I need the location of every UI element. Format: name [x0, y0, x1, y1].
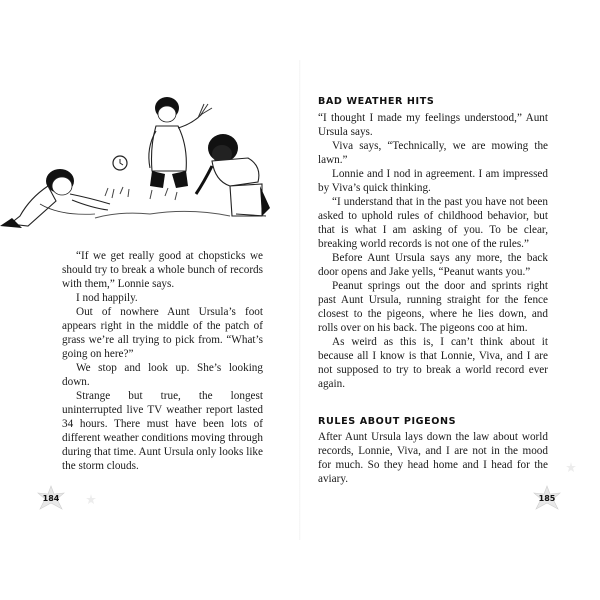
paragraph: Strange but true, the longest uninterrupted live TV weather report lasted 34 hours. There must have been lots of different weather conditions moving through during that time. Aunt Ursula only looks like the storm clouds. [62, 390, 263, 472]
star-icon [86, 494, 96, 504]
page-number-left [34, 494, 68, 503]
page-number-text: 184 [42, 494, 60, 503]
paragraph: Out of nowhere Aunt Ursula’s foot appears right in the middle of the patch of grass we’re all trying to pick from. “What’s going on here?” [62, 306, 263, 360]
kid-left-figure [0, 169, 110, 228]
paragraph: “I thought I made my feelings understood,” Aunt Ursula says. [318, 112, 548, 138]
paragraph: Peanut springs out the door and sprints right past Aunt Ursula, running straight for the fence closest to the pigeons, where he lies down, and rolls over on his back. The pigeons coo at him. [318, 280, 548, 334]
clock-icon [113, 156, 127, 170]
paragraph: I nod happily. [76, 292, 138, 304]
paragraph: Viva says, “Technically, we are mowing the lawn.” [318, 140, 548, 166]
star-icon [566, 462, 576, 472]
paragraph: After Aunt Ursula lays down the law about world records, Lonnie, Viva, and I are not in the mood for much. So they head home and I head for the aviary. [318, 431, 548, 485]
section-heading: RULES ABOUT PIGEONS [318, 416, 457, 427]
three-kids-on-grass-illustration [0, 86, 280, 236]
kid-middle-figure [149, 97, 212, 188]
page-number-text: 185 [538, 494, 556, 503]
left-page-body [62, 249, 263, 473]
paragraph: We stop and look up. She’s looking down. [62, 362, 263, 388]
right-page-body-section2 [318, 430, 548, 486]
page-number-right [530, 494, 564, 503]
paragraph: Lonnie and I nod in agreement. I am impressed by Viva’s quick thinking. [318, 168, 548, 194]
paragraph: “If we get really good at chopsticks we should try to break a whole bunch of records with them,” Lonnie says. [62, 250, 263, 290]
paragraph: As weird as this is, I can’t think about it because all I know is that Lonnie, Viva, and I are not supposed to try to break a world record ever again. [318, 336, 548, 390]
kid-right-figure [196, 134, 270, 216]
right-page-body-section1 [318, 111, 548, 391]
paragraph: “I understand that in the past you have not been asked to uphold rules of childhood behavior, but that is what I am asking of you. To be clear, breaking world records is not one of the rules.” [318, 196, 548, 250]
section-heading: BAD WEATHER HITS [318, 96, 435, 107]
right-page [300, 0, 600, 600]
paragraph: Before Aunt Ursula says any more, the back door opens and Jake yells, “Peanut wants you.” [318, 252, 548, 278]
